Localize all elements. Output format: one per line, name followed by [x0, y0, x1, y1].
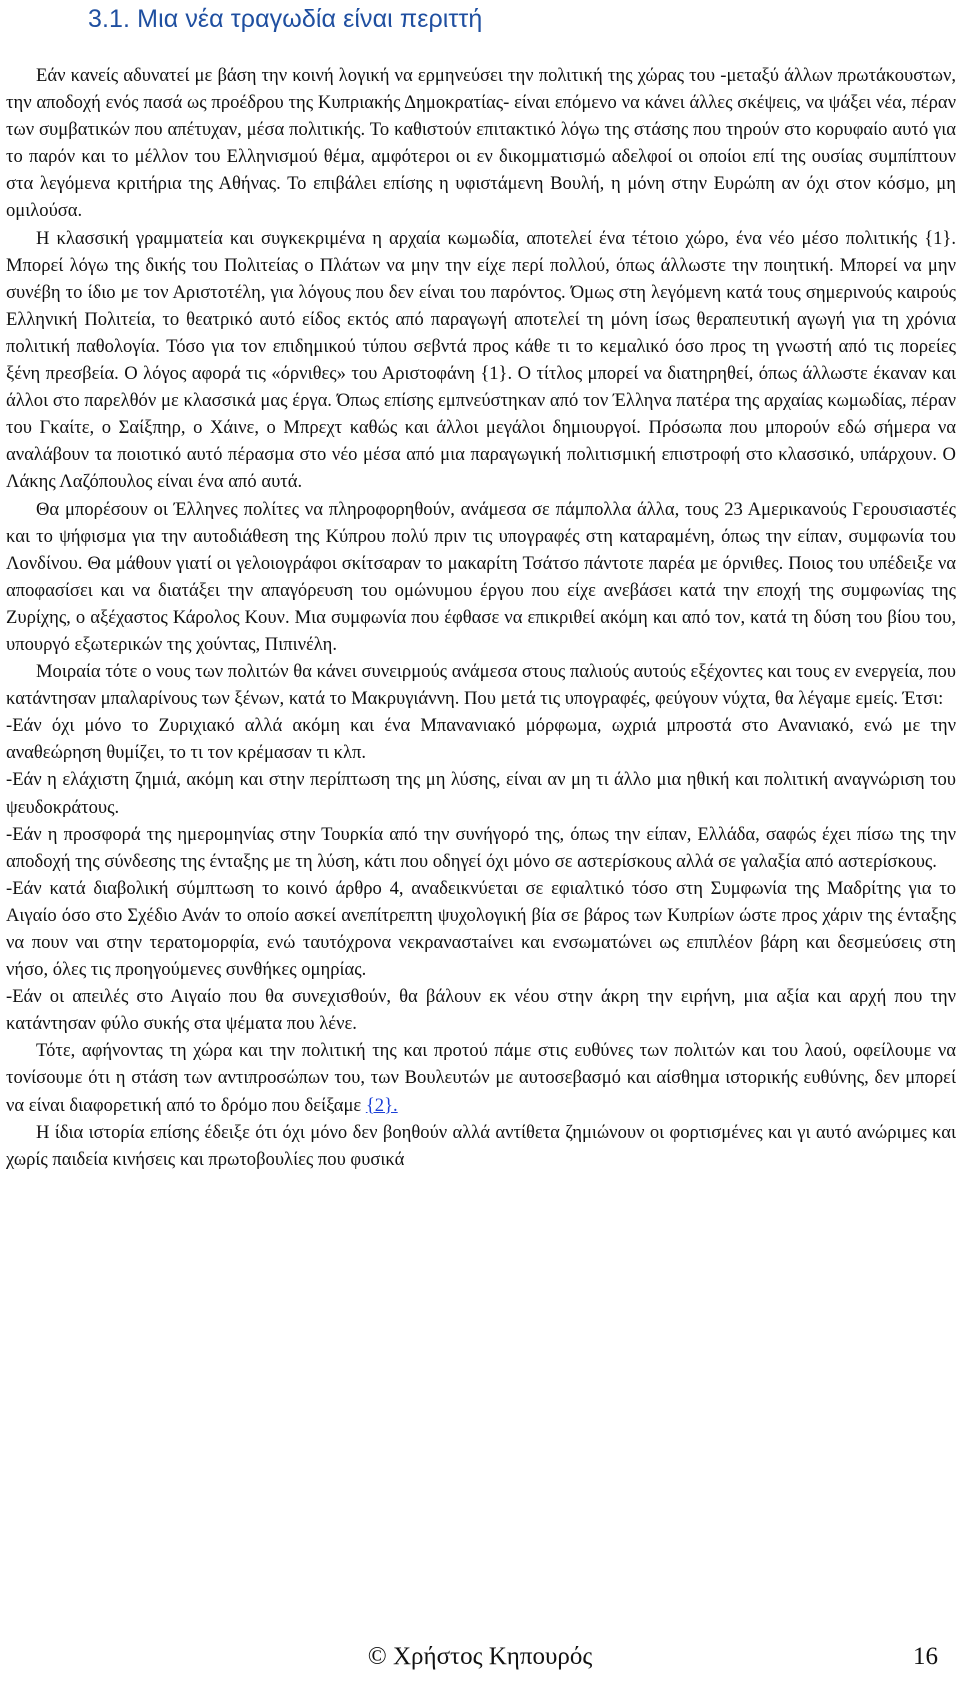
paragraph: Εάν κανείς αδυνατεί με βάση την κοινή λογική να ερμηνεύσει την πολιτική της χώρας του -μεταξύ άλλων πρωτάκουστων, την αποδοχή ενός πασά ως προέδρου της Κυπριακής Δημοκρατίας- είναι επόμενο να κάνει άλλες σκέψεις, να ψάξει νέα, πέραν των συμβατικών που απέτυχαν, μέσα πολιτικής. Το καθιστούν επιτακτικό λόγω της στάσης που τηρούν στο κορυφαίο αυτό για το παρόν και το μέλλον του Ελληνισμού θέμα, αμφότεροι οι εν δικομματισμώ αδελφοί οι οποίοι επί της ουσίας συμπίπτουν στα λεγόμενα κριτήρια της Αθήνας. Το επιβάλει επίσης η υφιστάμενη Βουλή, η μόνη στην Ευρώπη αν όχι στον κόσμο, μη ομιλούσα. — [6, 65, 956, 222]
page-number: 16 — [913, 1643, 938, 1670]
paragraph-text: Τότε, αφήνοντας τη χώρα και την πολιτική της και προτού πάμε στις ευθύνες των πολιτών και του λαού, οφείλουμε να τονίσουμε ότι η στάση των αντιπροσώπων του, των Βουλευτών με αυτοσεβασμό και αίσθημα ιστορικής ευθύνης, δεν μπορεί να είναι διαφορετική από το δρόμο που δείξαμε — [6, 1040, 956, 1116]
paragraph: Η ίδια ιστορία επίσης έδειξε ότι όχι μόνο δεν βοηθούν αλλά αντίθετα ζημιώνουν οι φορτισμένες και γι αυτό ανώριμες και χωρίς παιδεία κινήσεις και πρωτοβουλίες που φυσικά — [6, 1121, 956, 1170]
list-item: -Εάν η προσφορά της ημερομηνίας στην Τουρκία από την συνήγορό της, όπως την είπαν, Ελλάδα, σαφώς έχει πίσω της την αποδοχή της σύνδεσης της ένταξης με τη λύση, κάτι που οδηγεί όχι μόνο σε αστερίσκους αλλά σε γαλαξία από αστερίσκους. — [6, 823, 956, 872]
paragraph: Μοιραία τότε ο νους των πολιτών θα κάνει συνειρμούς ανάμεσα στους παλιούς αυτούς εξέχοντες και τους εν ενεργεία, που κατάντησαν μπαλαρίνους των ξένων, κατά το Μακρυγιάννη. Που μετά τις υπογραφές, φεύγουν νύχτα, θα λέγαμε εμείς. Έτσι: — [6, 661, 956, 710]
footer-author: © Χρήστος Κηπουρός — [367, 1643, 593, 1670]
list-item: -Εάν η ελάχιστη ζημιά, ακόμη και στην περίπτωση της μη λύσης, είναι αν μη τι άλλο μια ηθική και πολιτική αναγνώριση του ψευδοκράτους. — [6, 769, 956, 818]
section-heading: 3.1. Μια νέα τραγωδία είναι περιττή — [88, 5, 483, 33]
document-page — [6, 0, 956, 1173]
list-item: -Εάν κατά διαβολική σύμπτωση το κοινό άρθρο 4, αναδεικνύεται σε εφιαλτικό τόσο στη Συμφωνία της Μαδρίτης για το Αιγαίο όσο στο Σχέδιο Ανάν το οποίο ασκεί ανεπίτρεπτη ψυχολογική βία σε βάρος των Κυπρίων ώστε προς χάριν της ένταξης να πουν ναι στην τερατομορφία, ενώ ταυτόχρονα νεκραναστaίνει και ενσωματώνει ως επιπλέον βάρη και δεσμεύσεις στη νήσο, όλες τις προηγούμενες συνθήκες ομηρίας. — [6, 877, 956, 981]
paragraph-with-link — [6, 1037, 956, 1118]
list-item: -Εάν οι απειλές στο Αιγαίο που θα συνεχισθούν, θα βάλουν εκ νέου στην άκρη την ειρήνη, μια αξία και αρχή που την κατάντησαν φύλο συκής στα ψέματα που λένε. — [6, 986, 956, 1035]
paragraph: Θα μπορέσουν οι Έλληνες πολίτες να πληροφορηθούν, ανάμεσα σε πάμπολλα άλλα, τους 23 Αμερικανούς Γερουσιαστές και το ψήφισμα για την αυτοδιάθεση της Κύπρου πολύ πριν τις υπογραφές στη καταραμένη, όπως την είπαν, συμφωνία του Λονδίνου. Θα μάθουν γιατί οι γελοιογράφοι σκίτσαραν το μακαρίτη Τσάτσο πάντοτε παρέα με όρνιθες. Ποιος του υπέδειξε να αποφασίσει και να διατάξει την απαγόρευση του ομώνυμου έργου που είχε ανεβάσει κατά την εποχή της συμφωνίας της Ζυρίχης, ο αξέχαστος Κάρολος Κουν. Μια συμφωνία που έφθασε να επικριθεί ακόμη και από τον, κατά τη δύση του βίου του, υπουργό εξωτερικών της χούντας, Πιπινέλη. — [6, 498, 956, 655]
paragraph: Η κλασσική γραμματεία και συγκεκριμένα η αρχαία κωμωδία, αποτελεί ένα τέτοιο χώρο, ένα νέο μέσο πολιτικής {1}. Μπορεί λόγω της δικής του Πολιτείας ο Πλάτων να μην την είχε περί πολλού, όπως άλλωστε την ποιητική. Μπορεί να μην συνέβη το ίδιο με τον Αριστοτέλη, για λόγους που δεν είναι του παρόντος. Όμως στη λεγόμενη κατά τους σημερινούς καιρούς Ελληνική Πολιτεία, το θεατρικό αυτό είδος εκτός από παραγωγή αποτελεί τη μόνη ίσως θεραπευτική αγωγή για τη χρόνια πολιτική παθολογία. Τόσο για τον επιδημικού τύπου σεβντά προς κάθε τι το κεμαλικό όσο προς τη γνωστή από τις πορείες ξένη πρεσβεία. Ο λόγος αφορά τις «όρνιθες» του Αριστοφάνη {1}. Ο τίτλος μπορεί να διατηρηθεί, όπως άλλωστε έκαναν και άλλοι στο παρελθόν με κλασσικά μας έργα. Όπως επίσης εμπνεύστηκαν από τον Έλληνα πατέρα της αρχαίας κωμωδίας, πέραν του Γκαίτε, ο Σαίξπηρ, ο Χάινε, ο Μπρεχτ καθώς και άλλοι μεγάλοι δημιουργοί. Πρόσωπα που μπορούν εδώ σήμερα να αναλάβουν τα ποιοτικό αυτό πέρασμα στο νέο μέσα από μια παραγωγική πολιτισμική επιστροφή στο κλασσικό, υπάρχουν. Ο Λάκης Λαζόπουλος είναι ένα από αυτά. — [6, 227, 956, 493]
body-text — [6, 62, 956, 1173]
reference-link[interactable]: {2}. — [365, 1094, 398, 1116]
list-item: -Εάν όχι μόνο το Ζυριχιακό αλλά ακόμη και ένα Μπανανιακό μόρφωμα, ωχριά μπροστά στο Ανανιακό, ενώ με την αναθεώρηση θυμίζει, το τι τον κρέμασαν τι κλπ. — [6, 715, 956, 764]
